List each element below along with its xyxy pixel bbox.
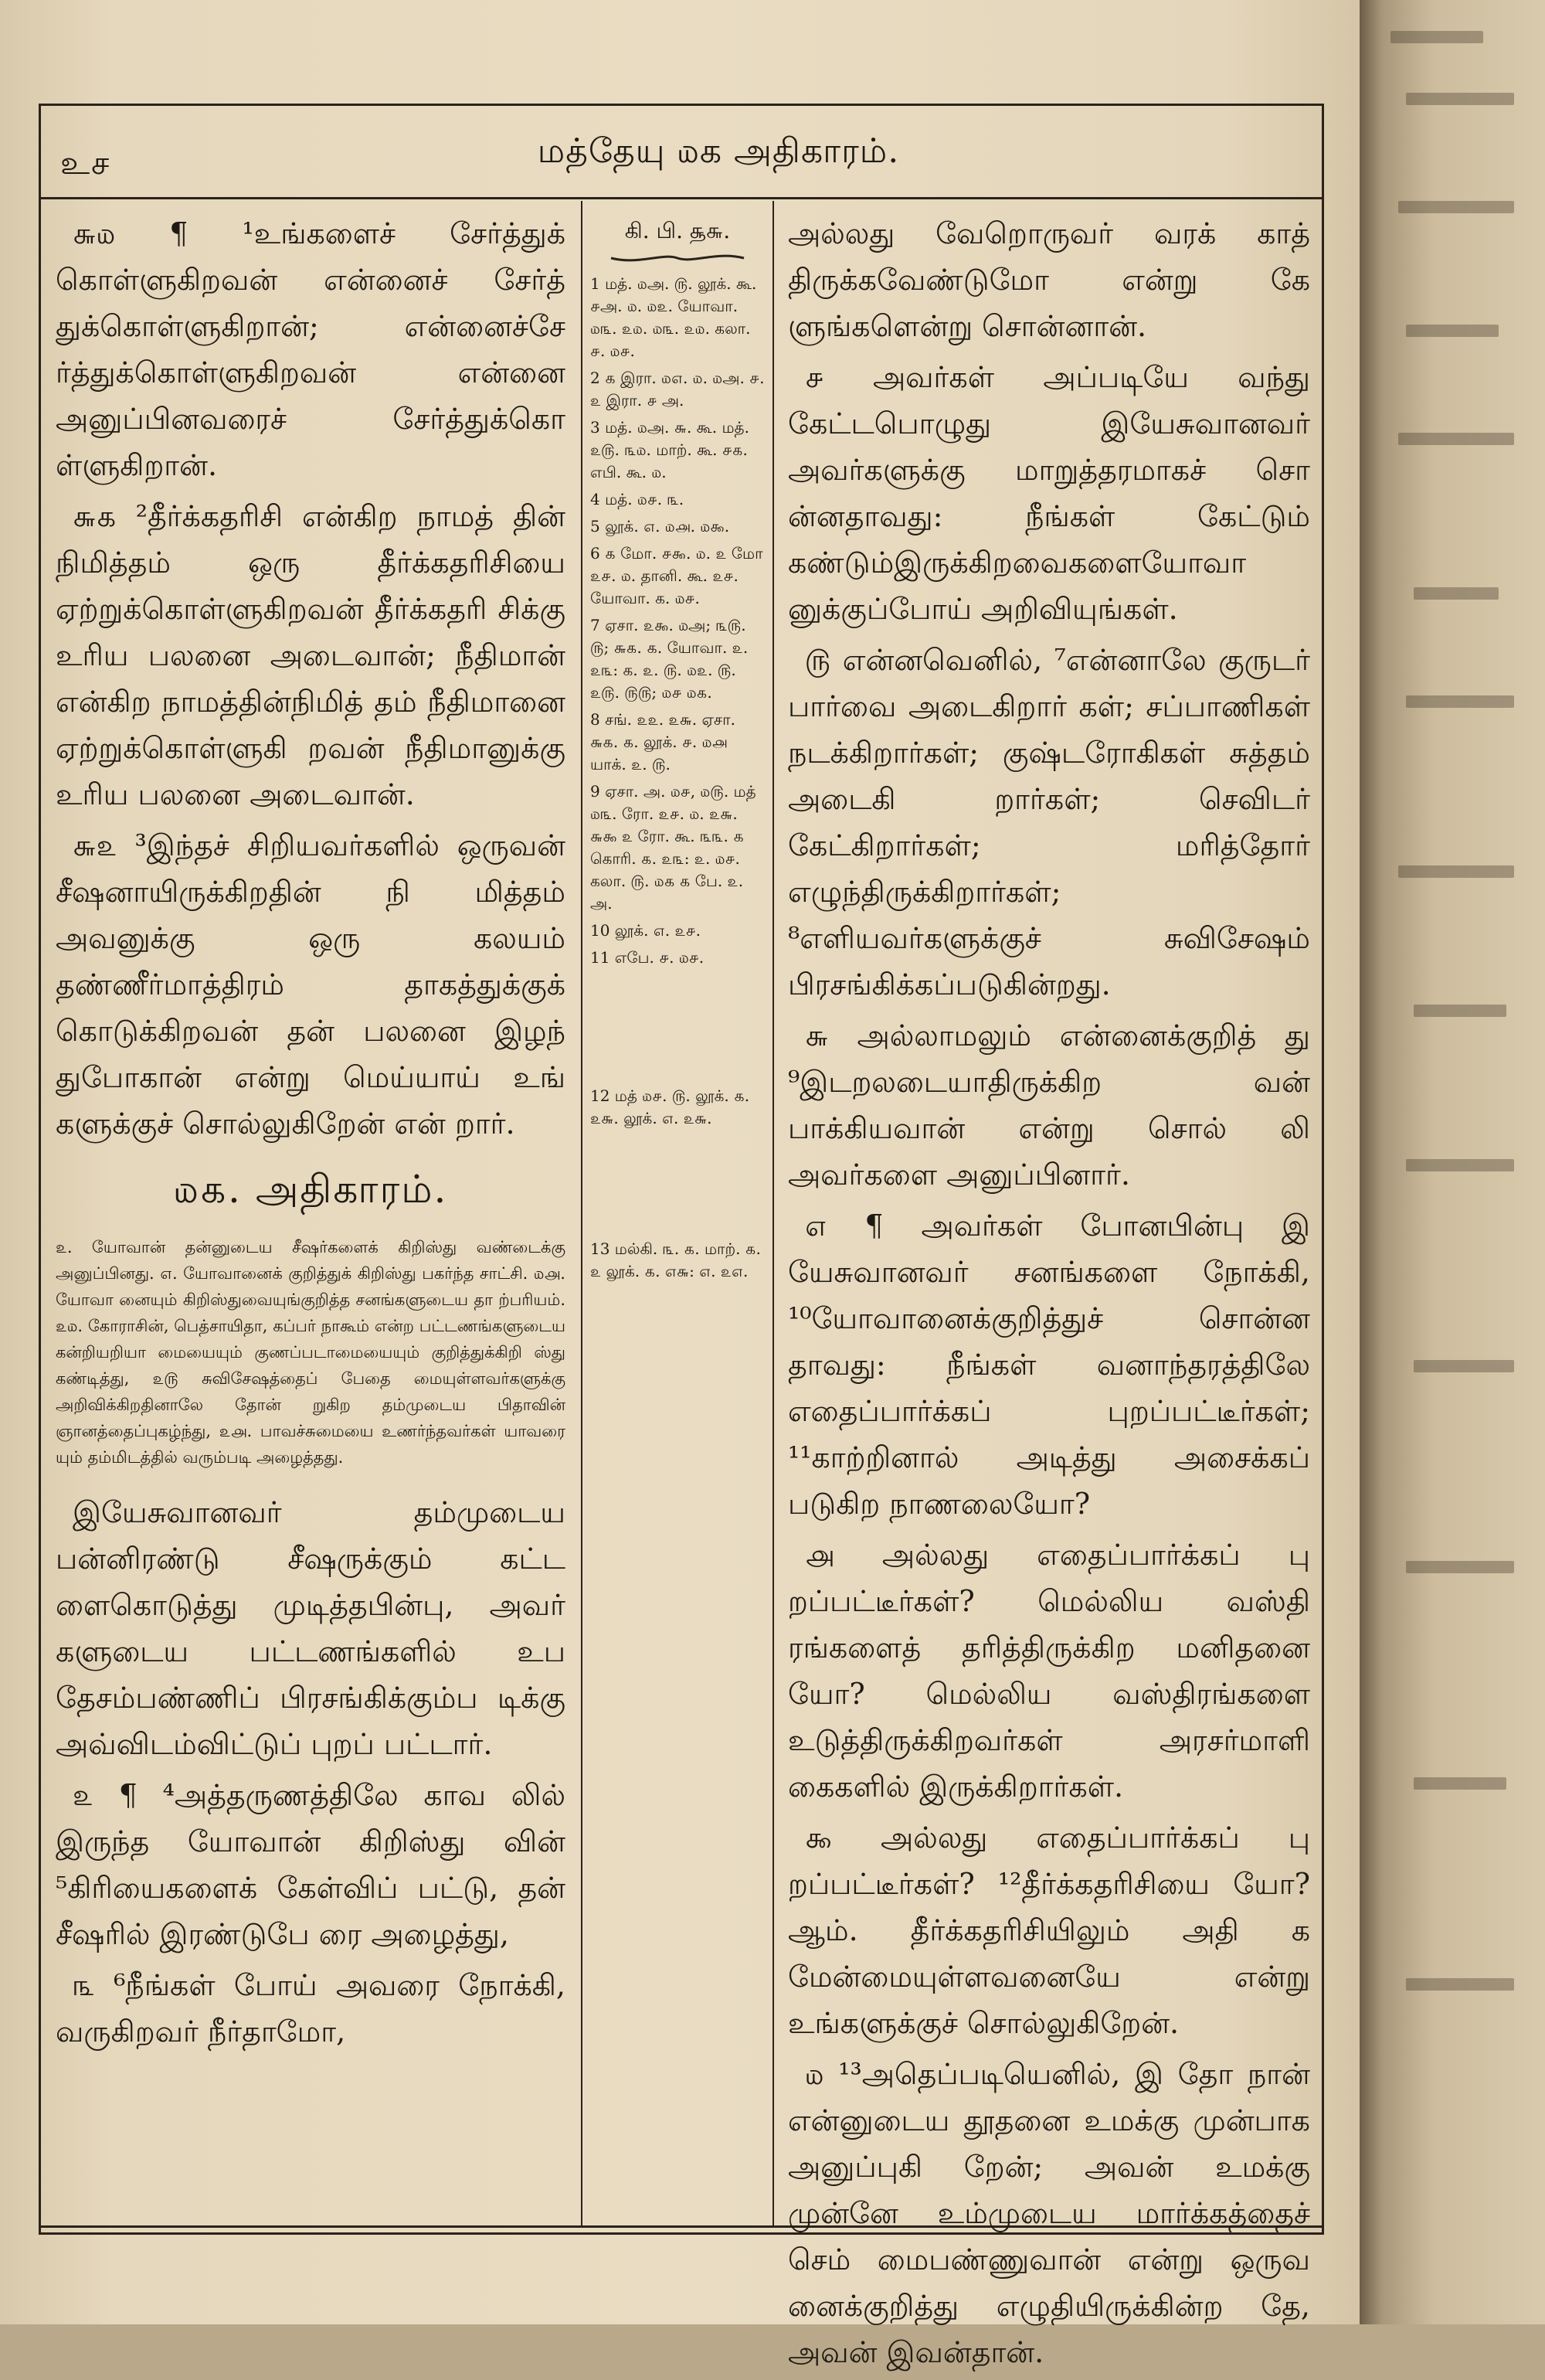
verse: ௩ ⁶நீங்கள் போய் அவரை நோக்கி, வருகிறவர் நீர்தாமோ, [56,1968,565,2048]
verse: அல்லது வேறொருவர் வரக் காத் திருக்கவேண்டுமோ என்று கே ளுங்களென்று சொன்னான். [788,216,1310,343]
right-text-column [788,210,1310,2380]
verse: ௯ அல்லது எதைப்பார்க்கப் பு றப்பட்டீர்கள்? ¹²தீர்க்கதரிசியை யோ? ஆம். தீர்க்கதரிசியிலும் அதி க மேன்மையுள்ளவனையே என்று உங்களுக்குச் சொல்லுகிறேன். [788,1821,1310,2040]
facing-page-edge [1360,0,1545,2324]
ref-entry: 1 மத். ௰அ. ௫. லூக். கூ. ௪அ. ௰. ௰௨. யோவா. ௰௩. ௨௰. ௰௩. ௨௰. கலா. ௪. ௰௪. [590,274,757,360]
verse: ௫ என்னவெனில், ⁷என்னாலே குருடர் பார்வை அடைகிறார் கள்; சப்பாணிகள் நடக்கிறார்கள்; குஷ்டரோகிகள் சுத்தம் அடைகி றார்கள்; செவிடர் கேட்கிறார்கள்; மரித்தோர் எழுந்திருக்கிறார்கள்; ⁸எளியவர்களுக்குச் சுவிசேஷம் பிரசங்கிக்கப்படுகின்றது. [788,643,1310,1001]
ref-entry: 2 ௧ இரா. ௰௭. ௰. ௰அ. ௪. ௨ இரா. ௪ அ. [590,369,765,410]
chapter-summary: ௨. யோவான் தன்னுடைய சீஷர்களைக் கிறிஸ்து வண்டைக்கு அனுப்பினது. ௭. யோவானைக் குறித்துக் கிறிஸ்து பகர்ந்த சாட்சி. ௰௮. யோவா னையும் கிறிஸ்துவையுங்குறித்த சனங்களுடைய தா ற்பரியம். ௨௰. கோராசின், பெத்சாயிதா, கப்பர் நாகூம் என்ற பட்டணங்களுடைய கன்றியறியா மையையும் குணப்படாமையையும் குறித்துக்கிறி ஸ்து கண்டித்து, ௨௫ சுவிசேஷத்தைப் பேதை மையுள்ளவர்களுக்கு அறிவிக்கிறதினாலே தோன் றுகிற தம்முடைய பிதாவின் ஞானத்தைப்புகழ்ந்து, ௨௮. பாவச்சுமையை உணர்ந்தவர்கள் யாவரை யும் தம்மிடத்தில் வரும்படி அழைத்தது. [56,1238,565,1467]
verse: ௬௧ ²தீர்க்கதரிசி என்கிற நாமத் தின் நிமித்தம் ஒரு தீர்க்கதரிசியை ஏற்றுக்கொள்ளுகிறவன் தீர்க்கதரி சிக்கு உரிய பலனை அடைவான்; நீதிமான் என்கிற நாமத்தின்நிமித் தம் நீதிமானை ஏற்றுக்கொள்ளுகி றவன் நீதிமானுக்கு உரிய பலனை அடைவான். [56,499,565,811]
verse: ௭ ¶ அவர்கள் போனபின்பு இ யேசுவானவர் சனங்களை நோக்கி, ¹⁰யோவானைக்குறித்துச் சொன்ன தாவது: நீங்கள் வனாந்தரத்திலே எதைப்பார்க்கப் புறப்பட்டீர்கள்; ¹¹காற்றினால் அடித்து அசைக்கப் படுகிற நாணலையோ? [788,1209,1310,1521]
ref-entry: 3 மத். ௰அ. ௬. கூ. மத். ௨௫. ௩௰. மாற். கூ. ௪௧. எபி. கூ. ௰. [590,418,749,481]
ornament-rule-icon [608,251,747,265]
ref-entry: 7 ஏசா. ௨௯. ௰அ; ௩௫. ௫; ௬௧. ௧. யோவா. ௨. ௨௩: க. ௨. ௫. ௰௨. ௫. ௨௫. ௫௫; ௰௪ ௰௧. [590,616,749,702]
verse-opening: இயேசுவானவர் தம்முடைய பன்னிரண்டு சீஷருக்கும் கட்ட ளைகொடுத்து முடித்தபின்பு, அவர் களுடைய பட்டணங்களில் உப தேசம்பண்ணிப் பிரசங்கிக்கும்ப டிக்கு அவ்விடம்விட்டுப் புறப் பட்டார். [56,1495,565,1761]
verse: ௬௨ ³இந்தச் சிறியவர்களில் ஒருவன் சீஷனாயிருக்கிறதின் நி மித்தம் அவனுக்கு ஒரு கலயம் தண்ணீர்மாத்திரம் தாகத்துக்குக் கொடுக்கிறவன் தன் பலனை இழந் துபோகான் என்று மெய்யாய் உங் களுக்குச் சொல்லுகிறேன் என் றார். [56,828,565,1141]
page-number: உச [60,144,111,182]
ref-entry: 4 மத். ௰௪. ௩. [590,490,684,508]
left-text-column [56,210,565,2059]
verse: ௬ அல்லாமலும் என்னைக்குறித் து ⁹இடறலடையாதிருக்கிற வன் பாக்கியவான் என்று சொல் லி அவர்களை அனுப்பினார். [788,1018,1310,1192]
verse: ௮ அல்லது எதைப்பார்க்கப் பு றப்பட்டீர்கள்? மெல்லிய வஸ்தி ரங்களைத் தரித்திருக்கிற மனிதனை யோ? மெல்லிய வஸ்திரங்களை உடுத்திருக்கிறவர்கள் அரசர்மாளி கைகளில் இருக்கிறார்கள். [788,1538,1310,1804]
cross-reference-column [590,218,765,2219]
ref-entry: 6 ௧ மோ. ௪௯. ௰. ௨ மோ ௨௪. ௰. தானி. கூ. ௨௪. யோவா. க. ௰௪. [590,544,763,607]
verse: ௪ அவர்கள் அப்படியே வந்து கேட்டபொழுது இயேசுவானவர் அவர்களுக்கு மாறுத்தரமாகச் சொ ன்னதாவது: நீங்கள் கேட்டும் கண்டும்இருக்கிறவைகளையோவா னுக்குப்போய் அறிவியுங்கள். [788,360,1310,626]
verse: ௬௰ ¶ ¹உங்களைச் சேர்த்துக் கொள்ளுகிறவன் என்னைச் சேர்த் துக்கொள்ளுகிறான்; என்னைச்சே ர்த்துக்கொள்ளுகிறவன் என்னை அனுப்பினவரைச் சேர்த்துக்கொ ள்ளுகிறான். [56,216,565,482]
ref-entry: 9 ஏசா. அ. ௰௪, ௰௫. மத் ௰௩. ரோ. ௨௪. ௰. ௨௬. ௬௯ ௨ ரோ. கூ. ௩௩. ௧ கொரி. ௧. ௨௩: ௨. ௰௪. கலா. ௫. ௰௧ ௧ பே. ௨. அ. [590,782,756,913]
ref-entry: 5 லூக். ௭. ௰௮. ௰௯. [590,517,730,536]
header-rule [39,197,1324,199]
chapter-title: ௰௧. அதிகாரம். [173,1167,448,1212]
ref-entry: 8 சங். ௨௨. ௨௬. ஏசா. ௬௧. ௧. லூக். ௪. ௰௮ யாக். ௨. ௫. [590,710,735,774]
running-title: மத்தேயு ௰க அதிகாரம். [537,131,900,171]
verse: ௰ ¹³அதெப்படியெனில், இ தோ நான் என்னுடைய தூதனை உமக்கு முன்பாக அனுப்புகி றேன்; அவன் உமக்கு முன்னே உம்முடைய மார்க்கத்தைச் செம் மைபண்ணுவான் என்று ஒருவ னைக்குறித்து எழுதியிருக்கின்ற தே, அவன் இவன்தான். [788,2057,1310,2369]
refs-heading: கி. பி. ௲௬. [624,218,731,243]
verse: ௨ ¶ ⁴அத்தருணத்திலே காவ லில் இருந்த யோவான் கிறிஸ்து வின் ⁵கிரியைகளைக் கேள்விப் பட்டு, தன் சீஷரில் இரண்டுபே ரை அழைத்து, [56,1778,565,1951]
ref-entry: 11 எபே. ௪. ௰௪. [590,948,705,967]
ref-entry: 10 லூக். ௭. ௨௪. [590,921,701,940]
column-rule-left [581,201,582,2225]
ref-entry: 13 மல்கி. ௩. ௧. மாற். ௧. ௨ லூக். ௧. ௭௬: ௭. ௨௭. [590,1239,761,1280]
ref-entry: 12 மத் ௰௪. ௫. லூக். ௧. ௨௬. லூக். ௭. ௨௬. [590,1086,750,1127]
column-rule-right [772,201,774,2225]
